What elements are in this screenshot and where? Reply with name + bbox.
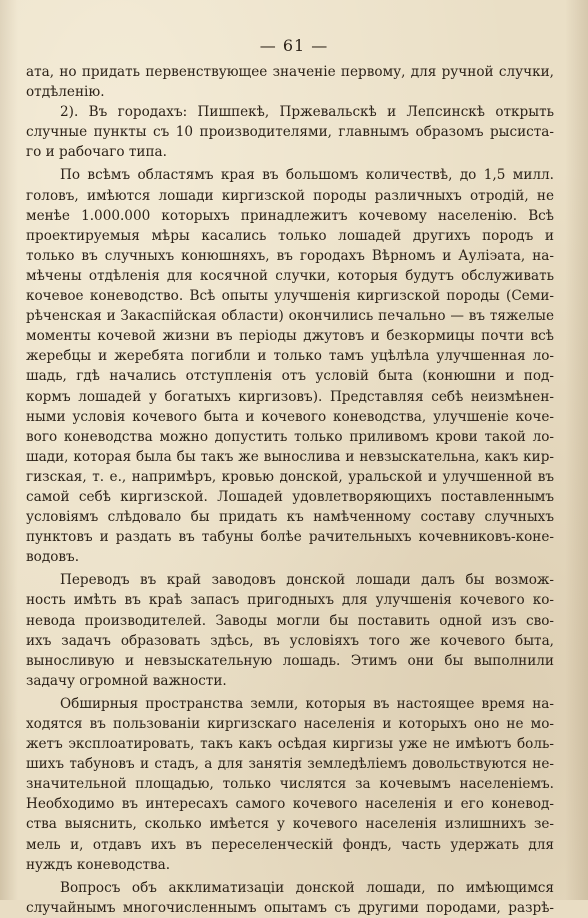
text-line: вого коневодства можно допустить только приливомъ крови такой ло- — [26, 428, 554, 445]
text-line: выносливую и невзыскательную лошадь. Этимъ они бы выполнили — [26, 652, 554, 669]
text-line: значительной площадью, только числятся за кочевымъ населеніемъ. — [26, 776, 554, 793]
text-line: го и рабочаго типа. — [26, 144, 167, 161]
text-line: головъ, имѣются лошади киргизской породы различныхъ отродій, не — [26, 187, 554, 204]
text-line: По всѣмъ областямъ края въ большомъ количествѣ, до 1,5 милл. — [60, 167, 554, 184]
text-line: задачу огромной важности. — [26, 672, 227, 689]
text-line: жеребцы и жеребята погибли и только тамъ уцѣлѣла улучшенная ло- — [26, 348, 554, 365]
text-line: гизская, т. е., напримѣръ, кровью донской, уральской и улучшенной въ — [26, 468, 554, 485]
text-line: самой себѣ киргизской. Лошадей удовлетворяющихъ поставленнымъ — [26, 488, 554, 505]
text-line: ихъ задачъ образовать здѣсь, въ условіяхъ того же кочевого быта, — [26, 632, 554, 649]
text-line: ата, но придать первенствующее значеніе первому, для ручной случки, — [26, 64, 554, 80]
text-line: ными условія кочевого быта и кочевого коневодства, улучшеніе коче- — [26, 408, 554, 425]
text-line: рѣченская и Закаспійская области) окончились печально — въ тяжелые — [26, 308, 554, 325]
text-line: кочевое коневодство. Всѣ опыты улучшенія киргизской породы (Семи- — [26, 288, 554, 305]
text-line: ность имѣть въ краѣ запасъ пригодныхъ для улучшенія кочевого ко- — [26, 592, 554, 609]
text-line: моменты кочевой жизни въ періоды джутовъ и безкормицы почти всѣ — [26, 328, 554, 345]
paragraph — [26, 62, 554, 102]
text-line: Переводъ въ край заводовъ донской лошади далъ бы возмож- — [60, 572, 554, 589]
text-line: Обширныя пространства земли, которыя въ настоящее время на- — [60, 695, 554, 712]
text-line: нуждъ коневодства. — [26, 856, 171, 873]
paragraph — [26, 165, 554, 567]
text-line: шадь, гдѣ начались отступленія отъ условій быта (конюшни и под- — [26, 368, 554, 385]
paragraph — [26, 878, 554, 918]
text-line: отдѣленію. — [26, 84, 105, 101]
page-number: — 61 — — [259, 36, 329, 55]
paragraph — [26, 102, 554, 162]
text-line: случные пункты съ 10 производителями, главнымъ образомъ рысиста- — [26, 124, 554, 141]
text-line: мѣчены отдѣленія для косячной случки, которыя будутъ обслуживать — [26, 267, 554, 284]
text-body — [26, 62, 554, 918]
text-line: водовъ. — [26, 549, 80, 566]
text-line: случайнымъ многочисленнымъ опытамъ съ другими породами, разрѣ- — [26, 899, 554, 916]
text-line: невода производителей. Заводы могли бы поставить одной изъ сво- — [26, 612, 554, 629]
text-line: только въ случныхъ конюшняхъ, въ городахъ Вѣрномъ и Ауліэата, на- — [26, 247, 554, 264]
text-line: проектируемыя мѣры касались только лошадей другихъ породъ и — [26, 227, 554, 244]
paragraph — [26, 694, 554, 875]
text-line: пунктовъ и раздать въ табуны болѣе рачительныхъ кочевниковъ-коне- — [26, 529, 554, 546]
text-line: ходятся въ пользованіи киргизскаго населенія и которыхъ оно не мо- — [26, 716, 554, 732]
text-line: условіямъ слѣдовало бы придать къ намѣченному составу случныхъ — [26, 509, 554, 526]
text-line: 2). Въ городахъ: Пишпекѣ, Пржевальскѣ и Лепсинскѣ открыть — [60, 104, 554, 121]
text-line: шихъ табуновъ и стадъ, а для занятія земледѣліемъ довольствуются не- — [26, 756, 554, 773]
text-line: жетъ эксплоатировать, такъ какъ осѣдая киргизы уже не имѣютъ боль- — [26, 736, 554, 753]
paragraph — [26, 570, 554, 691]
text-line: ства выяснить, сколько имѣется у кочевого населенія излишнихъ зе- — [26, 816, 554, 833]
text-line: шади, которая была бы такъ же вынослива и невзыскательна, какъ кир- — [26, 448, 554, 465]
text-line: Необходимо въ интересахъ самого кочевого населенія и его коневод- — [26, 796, 554, 813]
text-line: Вопросъ объ акклиматизаціи донской лошади, по имѣющимся — [60, 879, 554, 896]
text-line: кормъ лошадей у богатыхъ киргизовъ). Представляя себѣ неизмѣнен- — [26, 388, 554, 405]
text-line: мель и, отдавъ ихъ въ переселенческій фондъ, часть удержать для — [26, 836, 554, 853]
text-line: менѣе 1.000.000 которыхъ принадлежитъ кочевому населенію. Всѣ — [26, 207, 554, 224]
